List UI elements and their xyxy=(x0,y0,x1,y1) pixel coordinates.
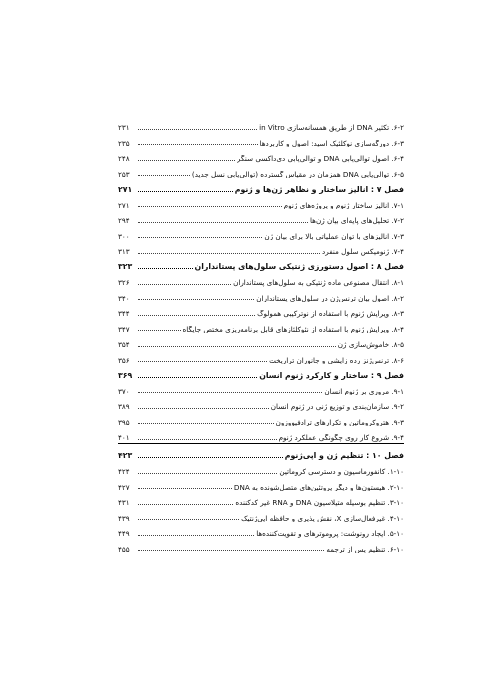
dot-leader xyxy=(138,549,324,551)
toc-title: ۸-۲. اصول بیان ترنس‌ژن در سلول‌های پستانداران xyxy=(256,294,404,302)
toc-title: فصل ۱۰ : تنظیم ژن و اپی‌ژنوم xyxy=(284,452,404,460)
toc-entry-row[interactable] xyxy=(118,271,404,287)
toc-page-number: ۴۵۵ xyxy=(118,544,130,553)
toc-title: ۵-۱۰. ایجاد رونوشت: پروموترهای و تقویت‌کننده‌ها xyxy=(256,530,404,538)
toc-page-number: ۳۵۴ xyxy=(118,340,130,349)
dot-leader xyxy=(138,376,257,378)
toc-title: ۷-۳. آنالیزهای با توان عملیاتی بالا برای بیان ژن xyxy=(264,232,404,240)
dot-leader xyxy=(138,283,231,285)
toc-page-number: ۳۷۰ xyxy=(118,386,130,395)
toc-page-number: ۳۰۰ xyxy=(118,231,130,240)
toc-page-number: ۳۲۳ xyxy=(118,262,133,271)
toc-title: ۹-۴. شروع کار روی چگونگی عملکرد ژنوم xyxy=(278,434,404,442)
toc-entry-row[interactable] xyxy=(118,333,404,349)
dot-leader xyxy=(138,128,257,130)
toc-title: ۷-۲. تحلیل‌های پایه‌ای بیان ژن‌ها xyxy=(309,217,404,225)
toc-page-number: ۳۵۶ xyxy=(118,355,130,364)
toc-page-number: ۳۴۷ xyxy=(118,324,130,333)
dot-leader xyxy=(138,345,336,347)
dot-leader xyxy=(138,314,255,316)
toc-entry-row[interactable] xyxy=(118,240,404,256)
toc-entry-row[interactable] xyxy=(118,507,404,523)
toc-title: فصل ۸ : اصول دستورزی ژنتیکی سلول‌های پستانداران xyxy=(194,263,404,271)
toc-page-number: ۳۴۰ xyxy=(118,293,130,302)
toc-chapter-row[interactable] xyxy=(118,445,404,461)
toc-page-number: ۴۲۳ xyxy=(118,451,133,460)
toc-page-number: ۳۱۳ xyxy=(118,247,130,256)
toc-title: ۱-۱۰. کانفورماسیون و دسترسی کروماتین xyxy=(279,468,404,476)
toc-entry-row[interactable] xyxy=(118,194,404,210)
toc-title: ۸-۳. ویرایش ژنوم با استفاده از نوترکیبی همولوگ xyxy=(257,310,404,318)
toc-title: ۶-۵. توالی‌یابی DNA همزمان در مقیاس گسترده (توالی‌یابی نسل جدید) xyxy=(191,170,404,178)
dot-leader xyxy=(138,456,283,458)
toc-title: ۷-۴. ژنومیکس سلول منفرد xyxy=(322,248,404,256)
toc-entry-row[interactable] xyxy=(118,395,404,411)
table-of-contents xyxy=(118,116,404,553)
toc-title: ۸-۴. ویرایش ژنوم با استفاده از نئوکلئازهای قابل برنامه‌ریزی مختص جایگاه xyxy=(182,325,404,333)
toc-entry-row[interactable] xyxy=(118,302,404,318)
dot-leader xyxy=(138,407,269,409)
section-divider xyxy=(118,443,404,444)
toc-entry-row[interactable] xyxy=(118,522,404,538)
toc-title: ۸-۱. انتقال مصنوعی ماده ژنتیکی به سلول‌های پستانداران xyxy=(233,279,404,287)
toc-page-number: ۳۶۹ xyxy=(118,370,133,380)
toc-page-number: ۴۲۷ xyxy=(118,482,130,491)
toc-title: ۹-۱. مروری بر ژنوم انسان xyxy=(324,387,404,395)
toc-entry-row[interactable] xyxy=(118,411,404,427)
toc-page-number: ۲۵۳ xyxy=(118,169,130,178)
toc-page-number: ۴۴۹ xyxy=(118,529,130,538)
dot-leader xyxy=(138,534,254,536)
toc-entry-row[interactable] xyxy=(118,426,404,442)
toc-entry-row[interactable] xyxy=(118,460,404,476)
toc-page-number: ۲۷۱ xyxy=(118,200,130,209)
toc-page-number: ۴۳۹ xyxy=(118,513,130,522)
dot-leader xyxy=(138,422,274,424)
toc-entry-row[interactable] xyxy=(118,132,404,148)
toc-title: ۹-۳. هتروکروماتین و تکرارهای ترادفیووزون xyxy=(275,418,404,426)
toc-page-number: ۴۰۱ xyxy=(118,433,130,442)
toc-entry-row[interactable] xyxy=(118,116,404,132)
dot-leader xyxy=(138,438,277,440)
toc-title: ۳-۱۰. تنظیم بوسیله متیلاسیون DNA و RNA غیر کدکننده xyxy=(235,499,404,507)
toc-page-number: ۳۹۵ xyxy=(118,417,130,426)
toc-title: ۶-۲. تکثیر DNA از طریق همسانه‌سازی in Vitro xyxy=(259,124,404,132)
toc-entry-row[interactable] xyxy=(118,349,404,365)
toc-page-number: ۲۳۵ xyxy=(118,138,130,147)
dot-leader xyxy=(138,143,258,145)
dot-leader xyxy=(138,472,277,474)
toc-entry-row[interactable] xyxy=(118,380,404,396)
toc-entry-row[interactable] xyxy=(118,318,404,334)
toc-title: ۶-۴. اصول توالی‌یابی DNA و توالی‌یابی دی‌داکسی سنگر xyxy=(236,155,404,163)
toc-page-number: ۴۲۴ xyxy=(118,467,130,476)
dot-leader xyxy=(138,221,308,223)
dot-leader xyxy=(138,487,232,489)
toc-page-number: ۲۹۴ xyxy=(118,216,130,225)
toc-title: ۸-۵. خاموش‌سازی ژن xyxy=(337,341,404,349)
toc-entry-row[interactable] xyxy=(118,163,404,179)
toc-entry-row[interactable] xyxy=(118,287,404,303)
toc-title: ۹-۲. سازمان‌بندی و توزیع ژنی در ژنوم انسان xyxy=(270,403,404,411)
toc-title: ۲-۱۰. هیستون‌ها و دیگر پروتئین‌های متصل‌شونده به DNA xyxy=(233,483,404,491)
toc-page-number: ۳۲۶ xyxy=(118,278,130,287)
toc-title: ۶-۳. دورگه‌سازی نوکلئیک اسید: اصول و کاربردها xyxy=(259,139,404,147)
toc-page-number: ۳۴۴ xyxy=(118,309,130,318)
toc-title: ۶-۱۰. تنظیم پس از ترجمه xyxy=(326,545,404,553)
toc-page-number: ۳۸۹ xyxy=(118,402,130,411)
toc-title: ۴-۱۰. غیرفعال‌سازی X، نقش پذیری و حافظه اپی‌ژنتیک xyxy=(241,514,404,522)
toc-chapter-row[interactable] xyxy=(118,256,404,272)
toc-page-number: ۲۴۸ xyxy=(118,154,130,163)
dot-leader xyxy=(138,190,233,192)
toc-entry-row[interactable] xyxy=(118,209,404,225)
toc-title: ۸-۶. ترنس‌ژنز رده زایشی و جانوران ترارپخت xyxy=(269,356,404,364)
toc-entry-row[interactable] xyxy=(118,538,404,554)
toc-title: فصل ۹ : ساختار و کارکرد ژنوم انسان xyxy=(259,371,404,380)
toc-page-number: ۲۳۱ xyxy=(118,123,130,132)
dot-leader xyxy=(138,298,254,300)
dot-leader xyxy=(138,252,320,254)
dot-leader xyxy=(138,518,239,520)
toc-page-number: ۴۳۱ xyxy=(118,498,130,507)
dot-leader xyxy=(138,360,267,362)
dot-leader xyxy=(138,267,193,269)
dot-leader xyxy=(138,159,235,161)
dot-leader xyxy=(138,174,190,176)
dot-leader xyxy=(138,236,262,238)
toc-entry-row[interactable] xyxy=(118,225,404,241)
dot-leader xyxy=(138,391,322,393)
dot-leader xyxy=(138,329,181,331)
toc-title: فصل ۷ : آنالیز ساختار و نظاهر ژن‌ها و ژنوم xyxy=(234,185,404,194)
toc-entry-row[interactable] xyxy=(118,476,404,492)
dot-leader xyxy=(138,503,233,505)
toc-chapter-row[interactable] xyxy=(118,364,404,380)
toc-title: ۷-۱. آنالیز ساختار ژنوم و پروژه‌های ژنوم xyxy=(283,201,404,209)
toc-page-number: ۲۷۱ xyxy=(118,184,133,194)
toc-entry-row[interactable] xyxy=(118,491,404,507)
toc-chapter-row[interactable] xyxy=(118,178,404,194)
dot-leader xyxy=(138,205,282,207)
toc-entry-row[interactable] xyxy=(118,147,404,163)
